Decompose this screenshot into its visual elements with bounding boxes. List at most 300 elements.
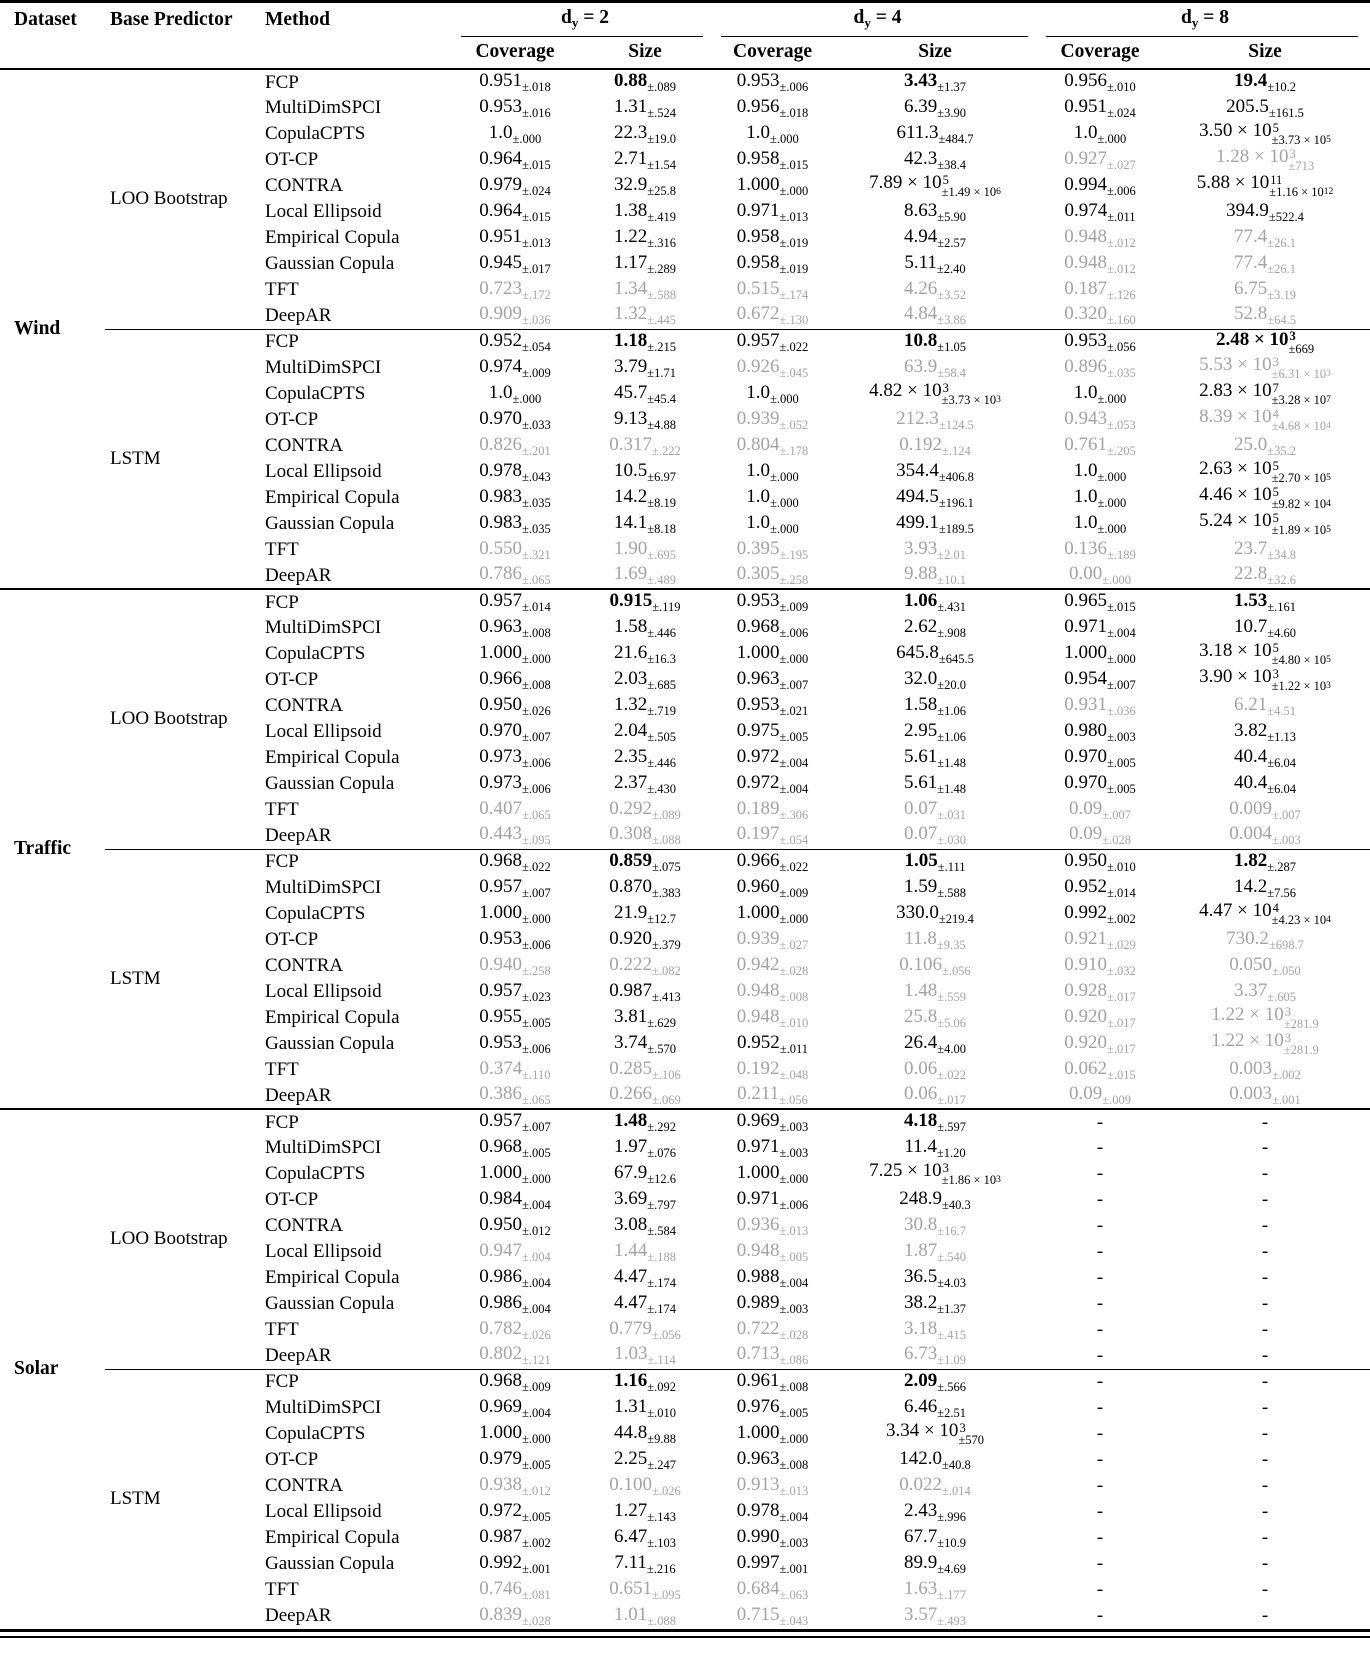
value-cell-size: - [1160, 1109, 1370, 1135]
value-cell-size: $394.9_{\pm 522.4}$ [1226, 199, 1304, 224]
value-cell-size: $1.53_{\pm.161}$ [1160, 589, 1370, 615]
method-label: DeepAR [265, 1084, 332, 1106]
value-cell-size: $1.34_{\pm.588}$ [614, 277, 676, 302]
value-cell-size: $8.63_{\pm 5.90}$ [904, 199, 967, 224]
value-cell-size: 7.25 × 10 3 $\pm 1.86 \times 10^3$ [869, 1160, 1001, 1188]
value-cell-size: $2.37_{\pm.430}$ [614, 771, 676, 796]
value-cell-size: 3.90 × 10 3 $\pm 1.22 \times 10^3$ [1199, 666, 1331, 694]
value-cell-size: - [1261, 1475, 1269, 1497]
value-cell-size: $22.8_{\pm 32.6}$ [1234, 563, 1297, 588]
value-cell-coverage: $1.0_{\pm.000}$ [746, 459, 799, 484]
value-cell-size: $3.57_{\pm.493}$ [904, 1603, 967, 1628]
value-cell-size: $3.79_{\pm 1.71}$ [614, 355, 676, 380]
value-cell-size: $2.71_{\pm 1.54}$ [614, 147, 676, 172]
value-cell-coverage: $0.948_{\pm.005}$ [736, 1239, 809, 1264]
value-cell-size: $38.2_{\pm 1.37}$ [904, 1291, 967, 1316]
value-cell-size: $1.63_{\pm.177}$ [904, 1577, 967, 1602]
value-cell-coverage: $0.407_{\pm.065}$ [479, 797, 551, 822]
method-label: TFT [265, 1319, 299, 1341]
value-cell-coverage: $0.986_{\pm.004}$ [479, 1265, 551, 1290]
dataset-label: Solar [0, 1109, 105, 1629]
value-cell-coverage: $0.943_{\pm.053}$ [1064, 407, 1136, 432]
value-cell-coverage: $0.804_{\pm.178}$ [736, 433, 809, 458]
value-cell-size: $63.9_{\pm 58.4}$ [904, 355, 967, 380]
value-cell-size: $9.88_{\pm 10.1}$ [904, 563, 967, 588]
value-cell-coverage: $0.211_{\pm.056}$ [737, 1083, 808, 1108]
value-cell-coverage: $0.972_{\pm.005}$ [479, 1499, 551, 1524]
value-cell-coverage: $0.956_{\pm.018}$ [736, 95, 809, 120]
value-cell-coverage: $0.948_{\pm.012}$ [1064, 251, 1136, 276]
method-label: FCP [255, 1369, 455, 1395]
value-cell-coverage: $0.931_{\pm.036}$ [1064, 693, 1136, 718]
value-cell-coverage: $1.000_{\pm.000}$ [736, 1421, 809, 1446]
value-cell-coverage: $0.948_{\pm.012}$ [1064, 225, 1136, 250]
value-cell-size: $77.4_{\pm 26.1}$ [1234, 225, 1297, 250]
value-cell-size: $0.651_{\pm.095}$ [609, 1577, 681, 1602]
value-cell-size: $212.3_{\pm 124.5}$ [896, 407, 974, 432]
value-cell-coverage: - [1096, 1475, 1104, 1497]
method-label: DeepAR [265, 1605, 332, 1627]
value-cell-coverage: $0.197_{\pm.054}$ [736, 823, 809, 848]
value-cell-coverage: - [1096, 1319, 1104, 1341]
value-cell-coverage: $0.953_{\pm.006}$ [479, 1031, 551, 1056]
value-cell-size: $23.7_{\pm 34.8}$ [1234, 537, 1297, 562]
value-cell-size: $1.27_{\pm.143}$ [614, 1499, 676, 1524]
value-cell-size: - [1160, 1369, 1370, 1395]
column-header-method: Method [255, 3, 455, 69]
value-cell-size: $1.82_{\pm.287}$ [1160, 849, 1370, 875]
value-cell-coverage: $0.971_{\pm.006}$ [736, 1187, 809, 1212]
value-cell-coverage: $0.956_{\pm.010}$ [1064, 70, 1136, 95]
value-cell-coverage: $0.913_{\pm.013}$ [736, 1473, 809, 1498]
method-label: CopulaCPTS [265, 903, 366, 925]
value-cell-size: $6.46_{\pm 2.51}$ [904, 1395, 967, 1420]
value-cell-size: $3.69_{\pm.797}$ [614, 1187, 676, 1212]
method-label: OT-CP [265, 409, 319, 431]
method-label: Local Ellipsoid [265, 1241, 382, 1263]
table-row [0, 1109, 1370, 1135]
value-cell-size: $3.82_{\pm 1.13}$ [1234, 719, 1297, 744]
value-cell-coverage: $0.978_{\pm.043}$ [479, 459, 551, 484]
table-bottom-rule [0, 1629, 1370, 1638]
value-cell-coverage: $1.0_{\pm.000}$ [1073, 121, 1127, 146]
value-cell-size: $40.4_{\pm 6.04}$ [1234, 771, 1297, 796]
value-cell-size: $205.5_{\pm 161.5}$ [1226, 95, 1304, 120]
method-label: DeepAR [265, 304, 332, 326]
header-row-groups [0, 3, 1370, 37]
value-cell-coverage: $0.927_{\pm.027}$ [1064, 147, 1136, 172]
value-cell-coverage: $0.968_{\pm.022}$ [455, 849, 575, 875]
method-label: Gaussian Copula [265, 1553, 395, 1575]
value-cell-size: $0.859_{\pm.075}$ [575, 849, 715, 875]
value-cell-coverage: $0.955_{\pm.005}$ [479, 1005, 551, 1030]
value-cell-coverage: $0.936_{\pm.013}$ [736, 1213, 809, 1238]
value-cell-coverage: $0.896_{\pm.035}$ [1064, 355, 1136, 380]
value-cell-coverage: $0.920_{\pm.017}$ [1064, 1031, 1136, 1056]
value-cell-coverage: - [1096, 1397, 1104, 1419]
method-label: DeepAR [265, 1344, 332, 1366]
method-label: CopulaCPTS [265, 1423, 366, 1445]
value-cell-size: $0.06_{\pm.022}$ [904, 1057, 967, 1082]
value-cell-coverage: $0.950_{\pm.026}$ [479, 693, 551, 718]
value-cell-size: - [1261, 1319, 1269, 1341]
method-label: MultiDimSPCI [265, 1137, 382, 1159]
method-label: Empirical Copula [265, 487, 400, 509]
value-cell-size: $1.31_{\pm.524}$ [614, 95, 676, 120]
value-cell-coverage: $0.09_{\pm.007}$ [1069, 797, 1132, 822]
value-cell-size: $30.8_{\pm 16.7}$ [904, 1213, 967, 1238]
column-header-coverage-dy4: Coverage [715, 37, 830, 69]
value-cell-coverage: $0.948_{\pm.010}$ [736, 1005, 809, 1030]
value-cell-size: $0.192_{\pm.124}$ [899, 433, 971, 458]
value-cell-size: $645.8_{\pm 645.5}$ [896, 641, 974, 666]
value-cell-size: - [1261, 1501, 1269, 1523]
value-cell-size: $5.61_{\pm 1.48}$ [904, 745, 967, 770]
value-cell-size: $1.16_{\pm.092}$ [575, 1369, 715, 1395]
value-cell-coverage: $0.979_{\pm.005}$ [479, 1447, 551, 1472]
value-cell-coverage: $0.961_{\pm.008}$ [715, 1369, 830, 1395]
value-cell-size: - [1261, 1449, 1269, 1471]
value-cell-coverage: $0.971_{\pm.013}$ [736, 199, 809, 224]
value-cell-size: $10.7_{\pm 4.60}$ [1234, 615, 1297, 640]
method-label: FCP [255, 329, 455, 355]
method-label: Empirical Copula [265, 747, 400, 769]
value-cell-coverage: $0.952_{\pm.054}$ [455, 329, 575, 355]
value-cell-coverage: $0.989_{\pm.003}$ [736, 1291, 809, 1316]
value-cell-coverage: $0.942_{\pm.028}$ [736, 953, 809, 978]
value-cell-coverage: $0.968_{\pm.009}$ [455, 1369, 575, 1395]
value-cell-size: $4.84_{\pm 3.86}$ [904, 303, 967, 328]
value-cell-coverage: $0.713_{\pm.086}$ [736, 1343, 809, 1368]
value-cell-coverage: $0.972_{\pm.004}$ [736, 771, 809, 796]
dataset-label: Traffic [0, 589, 105, 1109]
value-cell-size: $36.5_{\pm 4.03}$ [904, 1265, 967, 1290]
value-cell-coverage: $0.992_{\pm.001}$ [479, 1551, 551, 1576]
value-cell-coverage: $0.910_{\pm.032}$ [1064, 953, 1136, 978]
value-cell-size: $11.8_{\pm 9.35}$ [904, 927, 966, 952]
value-cell-coverage: $0.953_{\pm.021}$ [736, 693, 809, 718]
method-label: FCP [255, 849, 455, 875]
table-body [0, 69, 1370, 1629]
value-cell-coverage: $0.957_{\pm.007}$ [479, 875, 551, 900]
value-cell-coverage: $0.826_{\pm.201}$ [479, 433, 551, 458]
group-header-dy8: $d_y = 8$ [1040, 3, 1370, 37]
value-cell-size: 1.22 × 10 3 ±281.9 [1211, 1004, 1319, 1032]
value-cell-coverage: $1.0_{\pm.000}$ [746, 121, 799, 146]
method-label: OT-CP [265, 149, 319, 171]
value-cell-coverage: $0.975_{\pm.005}$ [736, 719, 809, 744]
value-cell-coverage: $0.761_{\pm.205}$ [1064, 433, 1136, 458]
method-label: TFT [265, 1059, 299, 1081]
value-cell-coverage: $0.983_{\pm.035}$ [479, 511, 551, 536]
value-cell-size: $0.266_{\pm.069}$ [609, 1083, 681, 1108]
method-label: TFT [265, 1579, 299, 1601]
value-cell-coverage: $0.973_{\pm.006}$ [479, 745, 551, 770]
method-label: FCP [265, 71, 299, 93]
method-label: TFT [265, 279, 299, 301]
value-cell-size: $0.870_{\pm.383}$ [609, 875, 681, 900]
value-cell-size: $1.01_{\pm.088}$ [614, 1603, 676, 1628]
value-cell-coverage: $0.987_{\pm.002}$ [479, 1525, 551, 1550]
value-cell-size: $32.9_{\pm 25.8}$ [614, 173, 676, 198]
value-cell-size: $25.8_{\pm 5.06}$ [904, 1005, 967, 1030]
value-cell-size: $0.292_{\pm.089}$ [609, 797, 681, 822]
value-cell-size: $1.03_{\pm.114}$ [614, 1343, 676, 1368]
value-cell-size: $2.09_{\pm.566}$ [830, 1369, 1040, 1395]
value-cell-coverage: $0.951_{\pm.018}$ [479, 70, 551, 95]
value-cell-coverage: $1.0_{\pm.000}$ [1073, 511, 1127, 536]
value-cell-size: - [1261, 1241, 1269, 1263]
value-cell-size: $42.3_{\pm 38.4}$ [904, 147, 967, 172]
value-cell-coverage: $0.062_{\pm.015}$ [1064, 1057, 1136, 1082]
value-cell-size: $52.8_{\pm 64.5}$ [1234, 303, 1297, 328]
method-label: OT-CP [265, 1449, 319, 1471]
value-cell-coverage: $0.920_{\pm.017}$ [1064, 1005, 1136, 1030]
value-cell-size: $4.94_{\pm 2.57}$ [904, 225, 967, 250]
value-cell-coverage: $0.952_{\pm.011}$ [737, 1031, 809, 1056]
method-label: OT-CP [265, 929, 319, 951]
value-cell-coverage: - [1096, 1241, 1104, 1263]
value-cell-size: $4.47_{\pm.174}$ [614, 1291, 676, 1316]
value-cell-coverage: $0.09_{\pm.028}$ [1069, 823, 1132, 848]
method-label: DeepAR [265, 564, 332, 586]
value-cell-size: $0.004_{\pm.003}$ [1229, 823, 1301, 848]
value-cell-coverage: $1.000_{\pm.000}$ [1064, 641, 1136, 666]
method-label: CopulaCPTS [265, 383, 366, 405]
value-cell-coverage: - [1096, 1553, 1104, 1575]
value-cell-size: $21.9_{\pm 12.7}$ [614, 901, 676, 926]
value-cell-coverage: $0.957_{\pm.023}$ [479, 979, 551, 1004]
value-cell-size: 8.39 × 10 4 $\pm 4.68 \times 10^4$ [1199, 406, 1331, 434]
value-cell-size: $1.32_{\pm.445}$ [614, 303, 676, 328]
value-cell-coverage: $0.945_{\pm.017}$ [479, 251, 551, 276]
value-cell-size: $1.48_{\pm.559}$ [904, 979, 967, 1004]
value-cell-size: $9.13_{\pm 4.88}$ [614, 407, 676, 432]
value-cell-size: $494.5_{\pm 196.1}$ [896, 485, 974, 510]
value-cell-coverage: $0.957_{\pm.007}$ [455, 1109, 575, 1135]
value-cell-size: $10.5_{\pm 6.97}$ [614, 459, 676, 484]
value-cell-size: $354.4_{\pm 406.8}$ [896, 459, 974, 484]
value-cell-coverage: $0.984_{\pm.004}$ [479, 1187, 551, 1212]
value-cell-coverage: $1.0_{\pm.000}$ [488, 121, 542, 146]
value-cell-size: $0.003_{\pm.002}$ [1229, 1057, 1301, 1082]
value-cell-coverage: $0.965_{\pm.015}$ [1040, 589, 1160, 615]
value-cell-size: $1.44_{\pm.188}$ [614, 1239, 676, 1264]
value-cell-coverage: - [1096, 1344, 1104, 1366]
value-cell-coverage: $0.964_{\pm.015}$ [479, 199, 551, 224]
group-header-dy2: $d_y = 2$ [455, 3, 715, 37]
value-cell-size: $0.022_{\pm.014}$ [899, 1473, 971, 1498]
value-cell-coverage: $0.958_{\pm.019}$ [736, 225, 809, 250]
value-cell-size: $67.9_{\pm 12.6}$ [614, 1161, 676, 1186]
value-cell-size: $11.4_{\pm 1.20}$ [904, 1135, 966, 1160]
table-row [0, 1369, 1370, 1395]
value-cell-coverage: $0.994_{\pm.006}$ [1064, 173, 1136, 198]
value-cell-size: $0.06_{\pm.017}$ [904, 1083, 967, 1108]
value-cell-coverage: $0.970_{\pm.033}$ [479, 407, 551, 432]
value-cell-size: $3.37_{\pm.605}$ [1234, 979, 1297, 1004]
dataset-label: Wind [14, 317, 61, 339]
method-label: CONTRA [265, 435, 344, 457]
value-cell-coverage: $0.189_{\pm.306}$ [736, 797, 809, 822]
value-cell-coverage: - [1040, 1109, 1160, 1135]
value-cell-size: $6.73_{\pm 1.09}$ [904, 1343, 967, 1368]
value-cell-size: $14.1_{\pm 8.18}$ [614, 511, 676, 536]
value-cell-size: $4.18_{\pm.597}$ [830, 1109, 1040, 1135]
value-cell-size: $6.39_{\pm 3.90}$ [904, 95, 967, 120]
value-cell-coverage: $0.971_{\pm.003}$ [736, 1135, 809, 1160]
table-row [0, 849, 1370, 875]
value-cell-coverage: $1.0_{\pm.000}$ [746, 511, 799, 536]
value-cell-coverage: $0.939_{\pm.027}$ [736, 927, 809, 952]
value-cell-coverage: $1.000_{\pm.000}$ [479, 641, 551, 666]
value-cell-size: $40.4_{\pm 6.04}$ [1234, 745, 1297, 770]
value-cell-size: $0.100_{\pm.026}$ [609, 1473, 681, 1498]
value-cell-size: $1.58_{\pm 1.06}$ [904, 693, 967, 718]
value-cell-size: $14.2_{\pm 7.56}$ [1234, 875, 1297, 900]
value-cell-size: $2.25_{\pm.247}$ [614, 1447, 676, 1472]
value-cell-size: $1.58_{\pm.446}$ [614, 615, 676, 640]
value-cell-size: $0.987_{\pm.413}$ [609, 979, 681, 1004]
value-cell-size: 1.28 × 10 3 ±713 [1215, 146, 1315, 174]
table-row [0, 329, 1370, 355]
method-label: Empirical Copula [265, 1267, 400, 1289]
value-cell-coverage: $0.970_{\pm.005}$ [1064, 771, 1136, 796]
value-cell-coverage: $0.948_{\pm.008}$ [736, 979, 809, 1004]
column-header-size-dy4: Size [830, 37, 1040, 69]
value-cell-size: $25.0_{\pm 35.2}$ [1234, 433, 1297, 458]
value-cell-size: $0.009_{\pm.007}$ [1229, 797, 1301, 822]
value-cell-size: $21.6_{\pm 16.3}$ [614, 641, 676, 666]
value-cell-coverage: $0.187_{\pm.126}$ [1064, 277, 1136, 302]
value-cell-size: $2.43_{\pm.996}$ [904, 1499, 967, 1524]
value-cell-coverage: $0.136_{\pm.189}$ [1064, 537, 1136, 562]
value-cell-coverage: $0.786_{\pm.065}$ [479, 563, 551, 588]
value-cell-size: $1.05_{\pm.111}$ [830, 849, 1040, 875]
value-cell-coverage: $0.973_{\pm.006}$ [479, 771, 551, 796]
value-cell-coverage: $0.09_{\pm.009}$ [1069, 1083, 1132, 1108]
value-cell-coverage: $0.839_{\pm.028}$ [479, 1603, 551, 1628]
value-cell-size: - [1261, 1189, 1269, 1211]
value-cell-coverage: $0.909_{\pm.036}$ [479, 303, 551, 328]
column-header-base-predictor: Base Predictor [105, 3, 255, 69]
method-label: TFT [265, 539, 299, 561]
value-cell-coverage: - [1096, 1189, 1104, 1211]
value-cell-size: $3.74_{\pm.570}$ [614, 1031, 676, 1056]
value-cell-coverage: $0.983_{\pm.035}$ [479, 485, 551, 510]
value-cell-coverage: - [1096, 1163, 1104, 1185]
method-label: CONTRA [265, 175, 344, 197]
value-cell-size: 3.18 × 10 5 $\pm 4.80 \times 10^5$ [1199, 640, 1331, 668]
value-cell-coverage: $0.921_{\pm.029}$ [1064, 927, 1136, 952]
value-cell-size: - [1261, 1344, 1269, 1366]
value-cell-coverage: $0.958_{\pm.015}$ [736, 147, 809, 172]
base-predictor-label: LOO Bootstrap [105, 1109, 255, 1369]
value-cell-coverage: $0.951_{\pm.024}$ [1064, 95, 1136, 120]
value-cell-size: $1.06_{\pm.431}$ [830, 589, 1040, 615]
value-cell-coverage: $0.938_{\pm.012}$ [479, 1473, 551, 1498]
method-label: Local Ellipsoid [265, 981, 382, 1003]
value-cell-size: $0.88_{\pm.089}$ [614, 70, 676, 95]
value-cell-size: $2.35_{\pm.446}$ [614, 745, 676, 770]
value-cell-coverage: $0.947_{\pm.004}$ [479, 1239, 551, 1264]
method-label: Gaussian Copula [265, 253, 395, 275]
value-cell-size: $1.38_{\pm.419}$ [614, 199, 676, 224]
base-predictor-label: LSTM [105, 1369, 255, 1629]
value-cell-coverage: $1.0_{\pm.000}$ [1073, 381, 1127, 406]
value-cell-size: 2.83 × 10 7 $\pm 3.28 \times 10^7$ [1199, 380, 1331, 408]
value-cell-size: $330.0_{\pm 219.4}$ [896, 901, 974, 926]
value-cell-coverage: $0.395_{\pm.195}$ [736, 537, 809, 562]
value-cell-coverage: $1.0_{\pm.000}$ [746, 485, 799, 510]
value-cell-size: $77.4_{\pm 26.1}$ [1234, 251, 1297, 276]
value-cell-coverage: $1.0_{\pm.000}$ [1073, 459, 1127, 484]
value-cell-coverage: $0.978_{\pm.004}$ [736, 1499, 809, 1524]
method-label: MultiDimSPCI [265, 357, 382, 379]
base-predictor-label: LOO Bootstrap [105, 589, 255, 849]
method-label: MultiDimSPCI [265, 617, 382, 639]
value-cell-coverage: $0.980_{\pm.003}$ [1064, 719, 1136, 744]
value-cell-coverage: $1.000_{\pm.000}$ [736, 1161, 809, 1186]
value-cell-size: $1.97_{\pm.076}$ [614, 1135, 676, 1160]
value-cell-coverage: - [1040, 1369, 1160, 1395]
value-cell-size: $248.9_{\pm 40.3}$ [899, 1187, 971, 1212]
value-cell-coverage: $0.320_{\pm.160}$ [1064, 303, 1136, 328]
value-cell-coverage: $0.953_{\pm.016}$ [479, 95, 551, 120]
column-header-size-dy2: Size [575, 37, 715, 69]
value-cell-size: $1.59_{\pm.588}$ [904, 875, 967, 900]
method-label: Gaussian Copula [265, 513, 395, 535]
column-header-size-dy8: Size [1160, 37, 1370, 69]
value-cell-coverage: $0.722_{\pm.028}$ [736, 1317, 809, 1342]
method-label: MultiDimSPCI [265, 1397, 382, 1419]
value-cell-coverage: $0.968_{\pm.005}$ [479, 1135, 551, 1160]
value-cell-coverage: - [1096, 1423, 1104, 1445]
value-cell-size: $1.90_{\pm.695}$ [614, 537, 676, 562]
value-cell-size: $2.95_{\pm 1.06}$ [904, 719, 967, 744]
value-cell-size: $3.93_{\pm 2.01}$ [904, 537, 967, 562]
value-cell-coverage: - [1096, 1527, 1104, 1549]
value-cell-size: $10.8_{\pm 1.05}$ [830, 329, 1040, 355]
value-cell-coverage: $0.723_{\pm.172}$ [479, 277, 551, 302]
value-cell-size: $142.0_{\pm 40.8}$ [899, 1447, 971, 1472]
value-cell-size: $67.7_{\pm 10.9}$ [904, 1525, 967, 1550]
value-cell-coverage: $1.000_{\pm.000}$ [736, 173, 809, 198]
value-cell-coverage: $0.00_{\pm.000}$ [1069, 563, 1132, 588]
value-cell-coverage: $0.992_{\pm.002}$ [1064, 901, 1136, 926]
results-table [0, 3, 1370, 1629]
value-cell-coverage: - [1096, 1137, 1104, 1159]
value-cell-size: 2.48 × 10 3 ±669 [1160, 329, 1370, 355]
value-cell-coverage: $1.0_{\pm.000}$ [488, 381, 542, 406]
value-cell-size: $0.07_{\pm.031}$ [904, 797, 967, 822]
value-cell-coverage: $0.968_{\pm.006}$ [736, 615, 809, 640]
value-cell-size: $730.2_{\pm 698.7}$ [1226, 927, 1304, 952]
value-cell-coverage: $0.988_{\pm.004}$ [736, 1265, 809, 1290]
value-cell-size: $2.62_{\pm.908}$ [904, 615, 967, 640]
method-label: CopulaCPTS [265, 1163, 366, 1185]
value-cell-size: $3.81_{\pm.629}$ [614, 1005, 676, 1030]
value-cell-size: $45.7_{\pm 45.4}$ [614, 381, 676, 406]
column-header-coverage-dy8: Coverage [1040, 37, 1160, 69]
value-cell-size: $0.07_{\pm.030}$ [904, 823, 967, 848]
value-cell-size: - [1261, 1293, 1269, 1315]
value-cell-coverage: $0.746_{\pm.081}$ [479, 1577, 551, 1602]
value-cell-coverage: - [1096, 1605, 1104, 1627]
value-cell-coverage: $0.715_{\pm.043}$ [736, 1603, 809, 1628]
method-label: Local Ellipsoid [265, 461, 382, 483]
value-cell-coverage: $0.374_{\pm.110}$ [479, 1057, 551, 1082]
